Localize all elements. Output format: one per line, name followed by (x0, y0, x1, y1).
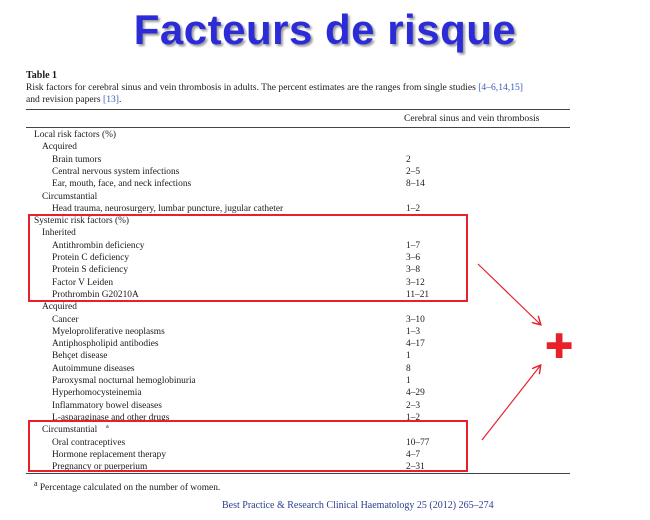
row-label: Central nervous system infections (52, 166, 180, 177)
row-value: 4–7 (406, 449, 421, 460)
row-value: 1–2 (406, 203, 421, 214)
row-value: 10–77 (406, 437, 430, 448)
row-value: 2–31 (406, 462, 425, 473)
plus-sign-icon: ✚ (545, 327, 574, 367)
row-value: 3–6 (406, 253, 421, 263)
arrow-from-inherited-box (478, 264, 540, 324)
row-label: Hyperhomocysteinemia (52, 388, 142, 399)
row-label: Pregnancy or puerperium (52, 462, 148, 473)
row-label: Head trauma, neurosurgery, lumbar puncture, jugular catheter (52, 203, 284, 214)
row-label: Acquired (42, 302, 77, 313)
caption-line-2: and revision papers (26, 94, 103, 105)
row-value: 8 (406, 363, 411, 374)
row-label: Acquired (42, 142, 77, 153)
row-label: Hormone replacement therapy (52, 449, 167, 460)
row-label: L-asparaginase and other drugs (52, 412, 170, 423)
row-value: 3–8 (406, 265, 421, 276)
row-label: Inflammatory bowel diseases (52, 400, 162, 411)
row-label: Inherited (42, 228, 76, 239)
caption-end: . (118, 94, 122, 105)
caption-citation-2[interactable]: [13] (103, 94, 119, 105)
row-value: 1–2 (406, 412, 421, 423)
arrow-from-circumstantial-box (482, 366, 540, 440)
caption-citation-1[interactable]: [4–6,14,15] (478, 82, 523, 93)
row-label: Antiphospholipid antibodies (52, 339, 159, 350)
row-label: Protein C deficiency (52, 253, 130, 263)
footnote-mark: a (34, 479, 38, 488)
column-header: Cerebral sinus and vein thrombosis (404, 113, 540, 124)
row-value: 1–3 (406, 326, 421, 337)
row-label: Myeloproliferative neoplasms (52, 326, 165, 337)
source-citation: Best Practice & Research Clinical Haematology 25 (2012) 265–274 (222, 500, 494, 511)
row-value: 2 (406, 154, 411, 165)
row-value: 4–17 (406, 339, 425, 350)
row-label: Brain tumors (52, 154, 102, 165)
row-label: Autoimmune diseases (52, 363, 135, 374)
row-label: Cancer (52, 314, 79, 325)
table-label: Table 1 (26, 70, 58, 81)
row-label: Antithrombin deficiency (52, 240, 145, 251)
row-label: Local risk factors (%) (34, 130, 116, 140)
row-value: 1 (406, 376, 411, 386)
row-label: Circumstantial (42, 425, 98, 436)
row-label: Systemic risk factors (%) (34, 216, 130, 227)
row-label: Circumstantial (42, 191, 98, 202)
row-value: 8–14 (406, 179, 425, 190)
row-value: 11–21 (406, 289, 430, 300)
row-value: 2–5 (406, 166, 421, 177)
row-value: 3–10 (406, 314, 425, 325)
row-label: Ear, mouth, face, and neck infections (52, 179, 192, 190)
row-value: 2–3 (406, 400, 421, 411)
row-label-superscript: a (106, 424, 109, 431)
row-value: 3–12 (406, 277, 425, 288)
row-value: 1–7 (406, 240, 421, 251)
row-label: Protein S deficiency (52, 265, 129, 276)
row-label: Prothrombin G20210A (52, 289, 139, 300)
caption-text: Risk factors for cerebral sinus and vein thrombosis in adults. The percent estimates are the ranges from single studies (26, 82, 479, 93)
row-label: Paroxysmal nocturnal hemoglobinuria (52, 376, 196, 386)
row-value: 4–29 (406, 388, 425, 399)
footnote-text: Percentage calculated on the number of women. (39, 483, 221, 494)
row-label: Oral contraceptives (52, 437, 126, 448)
row-value: 1 (406, 351, 411, 362)
row-label: Factor V Leiden (52, 277, 114, 288)
slide-title: Facteurs de risque (133, 6, 517, 53)
row-label: Behçet disease (52, 351, 108, 362)
